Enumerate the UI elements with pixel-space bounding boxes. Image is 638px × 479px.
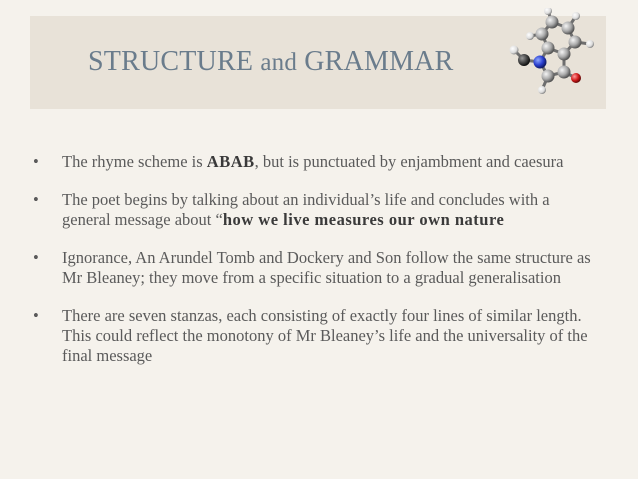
title-tail: GRAMMAR (304, 46, 454, 77)
title-main: STRUCTURE (88, 46, 254, 77)
bullet-dot: • (33, 306, 39, 325)
bullet-item (30, 152, 600, 172)
bullet-bold-text: how we live measures our own nature (222, 210, 505, 229)
molecule-model-icon (500, 8, 600, 103)
bullet-dot: • (33, 248, 39, 267)
slide-title (88, 46, 453, 78)
bullet-text: The rhyme scheme is (62, 152, 207, 171)
title-and: and (260, 49, 298, 76)
bullet-list (30, 152, 600, 384)
bullet-text: There are seven stanzas, each consisting of exactly four lines of similar length. This could reflect the monotony of Mr Bleaney’s life and the universality of the final message (62, 306, 588, 365)
bullet-item (30, 248, 600, 288)
bullet-bold-text: ABAB (206, 152, 255, 171)
bullet-dot: • (33, 190, 39, 209)
bullet-item (30, 190, 600, 230)
bullet-dot: • (33, 152, 39, 171)
bullet-item (30, 306, 600, 366)
bullet-text: Ignorance, An Arundel Tomb and Dockery and Son follow the same structure as Mr Bleaney; they move from a specific situation to a gradual generalisation (62, 248, 591, 287)
bullet-text: , but is punctuated by enjambment and caesura (254, 152, 564, 171)
bullet-text: The poet begins by talking about an individual’s life and concludes with a general message about “ (62, 190, 550, 229)
